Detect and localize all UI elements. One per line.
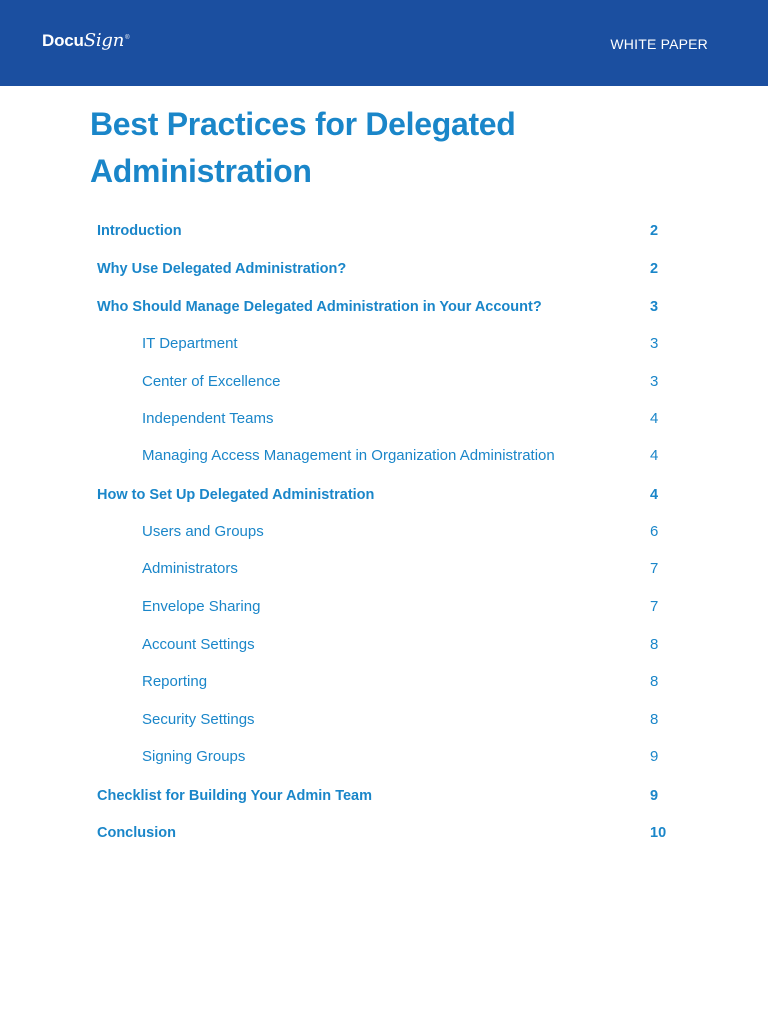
toc-entry-label[interactable]: Security Settings	[142, 711, 255, 728]
toc-entry[interactable]	[0, 371, 768, 393]
toc-entry-label[interactable]: Managing Access Management in Organization Administration	[142, 447, 555, 464]
toc-entry-label[interactable]: Envelope Sharing	[142, 598, 261, 615]
toc-entry-label[interactable]: Conclusion	[97, 825, 176, 841]
toc-entry[interactable]	[0, 822, 768, 844]
toc-entry-page-number: 9	[650, 748, 659, 765]
toc-entry[interactable]	[0, 296, 768, 318]
toc-entry-label[interactable]: Checklist for Building Your Admin Team	[97, 788, 372, 804]
toc-entry[interactable]	[0, 408, 768, 430]
logo-text-sign: Sign	[83, 30, 125, 51]
toc-entry-page-number: 4	[650, 447, 659, 464]
toc-entry[interactable]	[0, 671, 768, 693]
toc-entry-page-number: 8	[650, 636, 659, 653]
toc-entry-label[interactable]: Account Settings	[142, 636, 255, 653]
toc-entry[interactable]	[0, 709, 768, 731]
toc-entry-label[interactable]: Introduction	[97, 223, 182, 239]
toc-entry-label[interactable]: Independent Teams	[142, 410, 274, 427]
toc-entry-page-number: 8	[650, 673, 659, 690]
logo-text-docu: Docu	[42, 31, 84, 50]
page-title-line-2: Administration	[90, 153, 312, 189]
logo-trademark: ®	[125, 35, 130, 42]
toc-entry-label[interactable]: IT Department	[142, 335, 238, 352]
toc-entry-label[interactable]: Signing Groups	[142, 748, 246, 765]
toc-entry-page-number: 7	[650, 598, 659, 615]
toc-entry[interactable]	[0, 220, 768, 242]
toc-entry-page-number: 4	[650, 487, 659, 503]
toc-entry-label[interactable]: Reporting	[142, 673, 208, 690]
toc-entry-label[interactable]: Users and Groups	[142, 523, 264, 540]
toc-entry[interactable]	[0, 634, 768, 656]
toc-entry[interactable]	[0, 596, 768, 618]
toc-entry[interactable]	[0, 333, 768, 355]
toc-entry-page-number: 10	[650, 825, 667, 841]
toc-entry[interactable]	[0, 785, 768, 807]
toc-entry[interactable]	[0, 521, 768, 543]
toc-entry[interactable]	[0, 746, 768, 768]
toc-entry[interactable]	[0, 445, 768, 467]
toc-entry-label[interactable]: Who Should Manage Delegated Administration in Your Account?	[97, 299, 542, 315]
toc-entry-page-number: 3	[650, 299, 659, 315]
toc-entry-page-number: 7	[650, 560, 659, 577]
toc-entry-page-number: 4	[650, 410, 659, 427]
toc-entry-page-number: 9	[650, 788, 659, 804]
toc-entry-label[interactable]: How to Set Up Delegated Administration	[97, 487, 375, 503]
toc-entry-label[interactable]: Why Use Delegated Administration?	[97, 261, 347, 277]
toc-entry-page-number: 3	[650, 335, 659, 352]
page-title-line-1: Best Practices for Delegated	[90, 106, 516, 142]
toc-entry-page-number: 3	[650, 373, 659, 390]
toc-entry[interactable]	[0, 558, 768, 580]
toc-entry[interactable]	[0, 258, 768, 280]
toc-entry-label[interactable]: Center of Excellence	[142, 373, 281, 390]
toc-entry-page-number: 2	[650, 261, 659, 277]
toc-entry-label[interactable]: Administrators	[142, 560, 238, 577]
document-type-label: WHITE PAPER	[610, 36, 708, 52]
toc-entry-page-number: 2	[650, 223, 659, 239]
toc-entry[interactable]	[0, 484, 768, 506]
toc-entry-page-number: 6	[650, 523, 659, 540]
toc-entry-page-number: 8	[650, 711, 659, 728]
